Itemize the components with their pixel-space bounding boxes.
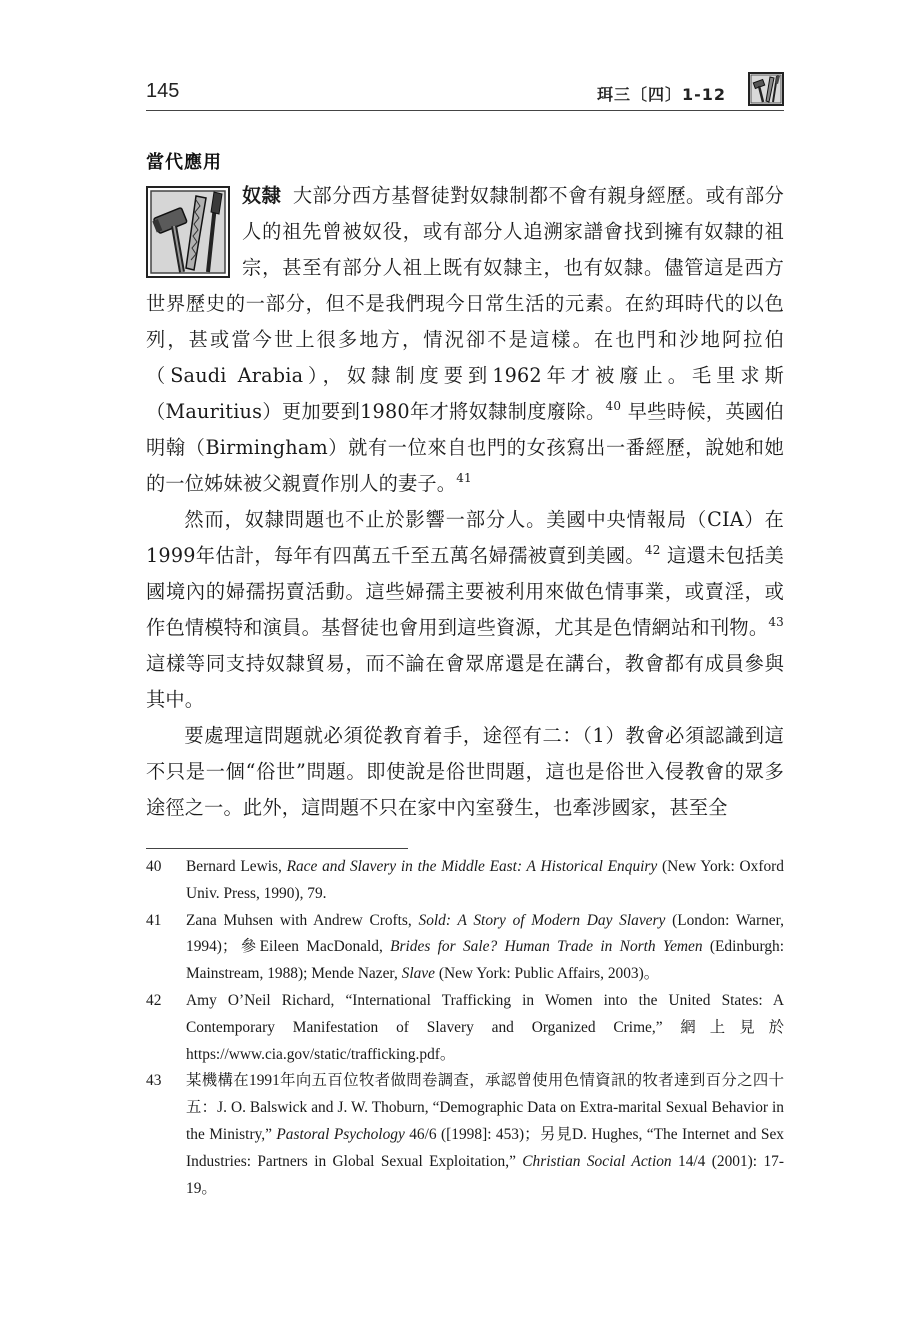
footnote-title: Brides for Sale? Human Trade in North Yemen — [390, 938, 703, 956]
footnote-ref[interactable]: 43 — [768, 615, 784, 629]
paragraph-text: 早些時候，英國伯明翰（Birmingham）就有一位來自也門的女孩寫出一番經歷，說她和她的一位姊妹被父親賣作別人的妻子。 — [146, 400, 784, 495]
footnote-segment: 某機構在1991年向五百位牧者做問卷調查，承認曾使用色情資訊的牧者達到百分之四十五：J. O. Balswick and J. W. Thoburn, “Demographic Data on Extra-marital Sexual Behavior in the Ministry,” — [186, 1072, 784, 1143]
footnote-number: 40 — [146, 858, 162, 875]
footnote-title: Christian Social Action — [522, 1152, 672, 1170]
footnote-segment: 46/6 ([1998]: 453)；另見D. Hughes, “The Internet and Sex Industries: Partners in Global Sexual Exploitation,” — [186, 1125, 785, 1170]
paragraph-education — [146, 718, 784, 826]
footnote-ref[interactable]: 42 — [644, 543, 661, 557]
body-text — [146, 178, 784, 826]
footnote-title: Sold: A Story of Modern Day Slavery — [418, 911, 666, 929]
footnote-segment: (London: Warner, 1994)；參Eileen MacDonald, — [186, 911, 784, 956]
footnote-ref[interactable]: 40 — [605, 399, 622, 413]
paragraph-text: 大部分西方基督徒對奴隸制都不會有親身經歷。或有部分人的祖先曾被奴役，或有部分人追溯家譜會找到擁有奴隸的祖宗，甚至有部分人祖上既有奴隸主，也有奴隸。儘管這是西方世界歷史的一部分，但不是我們現今日常生活的元素。在約珥時代的以色列，甚或當今世上很多地方，情況卻不是這樣。在也門和沙地阿拉伯（Saudi Arabia），奴隸制度要到1962年才被廢止。毛里求斯（Mauritius）更加要到1980年才將奴隸制度廢除。 — [146, 184, 785, 423]
footnote-segment: 14/4 (2001): 17-19。 — [186, 1152, 784, 1197]
paragraph-trafficking — [146, 502, 784, 718]
footnote-segment: (New York: Oxford Univ. Press, 1990), 79. — [186, 858, 784, 902]
tools-icon — [748, 72, 784, 106]
footnote-title: Slave — [401, 965, 435, 983]
footnote-item — [146, 854, 784, 908]
tools-icon — [146, 186, 230, 278]
paragraph-text: 這還未包括美國境內的婦孺拐賣活動。這些婦孺主要被利用來做色情事業，或賣淫，或作色情模特和演員。基督徒也會用到這些資源，尤其是色情網站和刊物。 — [146, 544, 785, 639]
paragraph-text: 然而，奴隸問題也不止於影響一部分人。美國中央情報局（CIA）在1999年估計，每年有四萬五千至五萬名婦孺被賣到美國。 — [146, 508, 784, 567]
page-header — [146, 72, 784, 112]
footnote-text — [186, 988, 784, 1068]
running-title: 珥三〔四〕1-12 — [596, 85, 726, 104]
footnote-segment: Amy O’Neil Richard, “International Trafficking in Women into the United States: A Contemporary Manifestation of Slavery and Organized Crime,” 網上見於 https://www.cia.gov/static/trafficking.pdf。 — [186, 991, 784, 1063]
footnote-item — [146, 908, 784, 988]
footnote-rule — [146, 848, 408, 849]
footnote-item — [146, 1068, 784, 1202]
footnote-text — [186, 1068, 784, 1202]
footnote-number: 43 — [146, 1072, 162, 1090]
footnote-title: Pastoral Psychology — [276, 1125, 405, 1143]
paragraph-slavery — [146, 178, 784, 502]
footnote-text — [186, 854, 784, 908]
header-rule — [146, 110, 784, 111]
paragraph-text: 這樣等同支持奴隸貿易，而不論在會眾席還是在講台，教會都有成員參與其中。 — [146, 652, 784, 711]
footnote-segment: (Edinburgh: Mainstream, 1988); Mende Nazer, — [186, 938, 784, 983]
footnote-title: Race and Slavery in the Middle East: A Historical Enquiry — [286, 858, 658, 875]
footnote-text — [186, 908, 784, 988]
lead-word: 奴隸 — [242, 184, 282, 207]
footnote-ref[interactable]: 41 — [456, 471, 472, 485]
footnotes — [146, 854, 784, 1202]
footnote-item — [146, 988, 784, 1068]
paragraph-text: 要處理這問題就必須從教育着手，途徑有二：（1）教會必須認識到這不只是一個“俗世”問題。即使說是俗世問題，這也是俗世入侵教會的眾多途徑之一。此外，這問題不只在家中內室發生，也牽涉國家，甚至全 — [146, 724, 784, 819]
section-heading: 當代應用 — [146, 152, 222, 173]
footnote-number: 42 — [146, 991, 162, 1009]
footnote-segment: Bernard Lewis, — [186, 858, 287, 875]
footnote-number: 41 — [146, 911, 162, 929]
footnote-segment: (New York: Public Affairs, 2003)。 — [434, 965, 660, 983]
footnote-segment: Zana Muhsen with Andrew Crofts, — [186, 911, 419, 929]
page-number: 145 — [146, 80, 180, 102]
